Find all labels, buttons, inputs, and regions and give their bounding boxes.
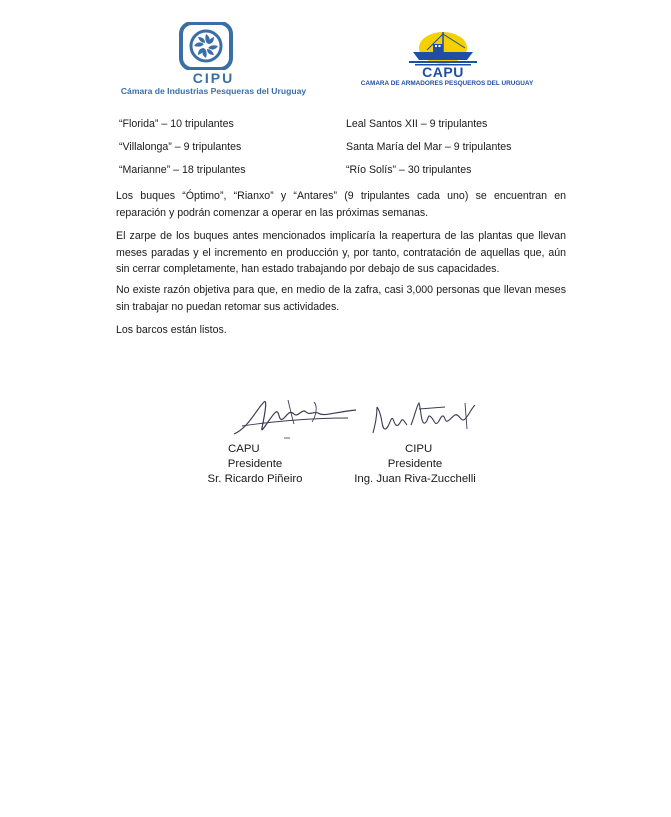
- vessel-entry: “Río Solís” – 30 tripulantes: [346, 164, 472, 176]
- fishing-boat-icon: [399, 30, 487, 66]
- signatory-role: Presidente: [227, 458, 283, 470]
- signatory-name: Sr. Ricardo Piñeiro: [207, 473, 303, 485]
- vessel-row: [119, 164, 569, 187]
- cipu-full-name: Cámara de Industrias Pesqueras del Uruguay: [120, 86, 307, 96]
- vessel-row: [119, 118, 569, 141]
- vessel-entry: “Villalonga” – 9 tripulantes: [119, 141, 242, 153]
- paragraph-workers: No existe razón objetiva para que, en medio de la zafra, casi 3,000 personas que llevan meses sin trabajar no puedan retomar sus actividades.: [116, 284, 566, 313]
- signatory-cipu: [345, 442, 485, 487]
- vessel-entry: “Marianne” – 18 tripulantes: [119, 164, 246, 176]
- capu-full-name: CAMARA DE ARMADORES PESQUEROS DEL URUGUAY: [360, 80, 534, 87]
- signatory-org: CIPU: [405, 443, 433, 455]
- vessel-entry: Santa María del Mar – 9 tripulantes: [346, 141, 512, 153]
- vessel-list: [119, 118, 569, 187]
- cipu-emblem-icon: [179, 22, 233, 70]
- signatory-role: Presidente: [387, 458, 443, 470]
- vessel-entry: “Florida” – 10 tripulantes: [119, 118, 234, 130]
- vessel-row: [119, 141, 569, 164]
- signatory-name: Ing. Juan Riva-Zucchelli: [354, 473, 476, 485]
- paragraph-plants: El zarpe de los buques antes mencionados implicaría la reapertura de las plantas que llevan meses paradas y el incremento en producción y, por tanto, contratación de aquellas que, aún sin cerrar completamente, han estado trabajando por debajo de sus capacidades.: [116, 230, 566, 275]
- signature-left: [228, 388, 360, 443]
- signatory-org: CAPU: [228, 443, 260, 455]
- paragraph-repairs: Los buques “Óptimo”, “Rianxo” y “Antares” (9 tripulantes cada uno) se encuentran en reparación y podrán comenzar a operar en las próximas semanas.: [116, 190, 566, 219]
- capu-name: CAPU: [422, 64, 464, 80]
- capu-logo: [347, 30, 547, 92]
- cipu-logo: [116, 22, 311, 100]
- vessel-entry: Leal Santos XII – 9 tripulantes: [346, 118, 488, 130]
- signature-right: [369, 395, 481, 440]
- signatory-capu: [190, 442, 320, 487]
- paragraph-ready: Los barcos están listos.: [116, 324, 227, 336]
- cipu-name: CIPU: [192, 70, 235, 86]
